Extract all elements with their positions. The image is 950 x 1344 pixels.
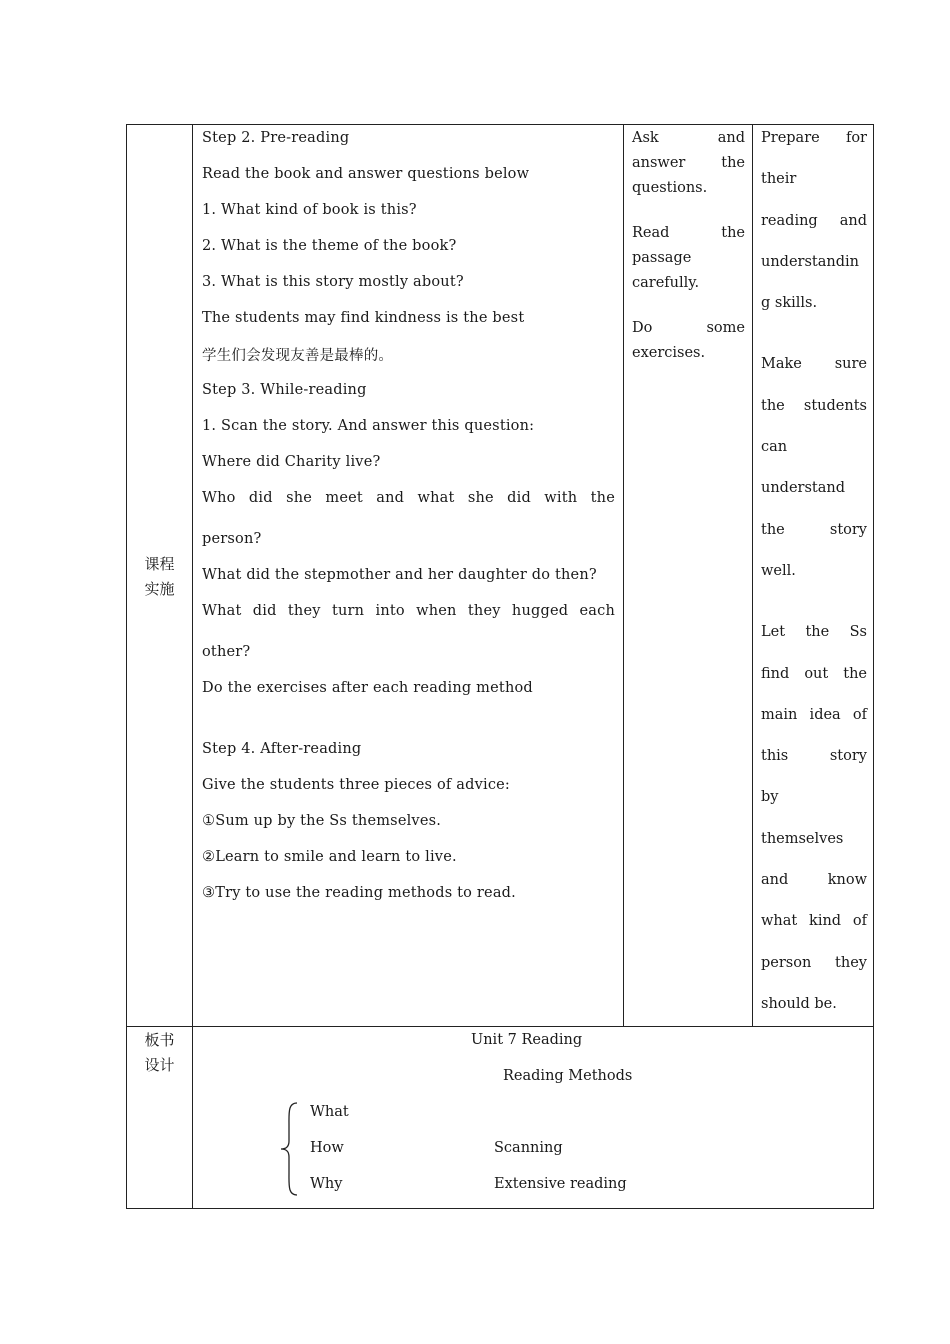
board-right-item-extensive: Extensive reading bbox=[494, 1176, 627, 1192]
purpose-line: Let the Ss bbox=[761, 624, 867, 641]
purpose-line: can bbox=[761, 439, 788, 456]
expected-answer: The students may find kindness is the best bbox=[202, 310, 525, 326]
purpose-line: understand bbox=[761, 480, 846, 497]
purpose-line: by bbox=[761, 789, 779, 806]
column-divider-2 bbox=[623, 125, 624, 1027]
purpose-line: should be. bbox=[761, 995, 837, 1012]
design-purposes bbox=[761, 118, 867, 1025]
scan-question-4-cont: other? bbox=[202, 644, 251, 660]
activity-line: carefully. bbox=[632, 275, 700, 291]
activity-line: questions. bbox=[632, 180, 708, 196]
purpose-line: find out the bbox=[761, 665, 867, 682]
pre-reading-instruction: Read the book and answer questions below bbox=[202, 166, 530, 182]
implementation-label bbox=[127, 552, 192, 602]
purpose-line: what kind of bbox=[761, 913, 867, 930]
purpose-line: the students bbox=[761, 397, 867, 414]
scan-question-2-cont: person? bbox=[202, 531, 262, 547]
student-activities bbox=[632, 126, 745, 366]
purpose-line: well. bbox=[761, 562, 796, 579]
activity-line: Ask and bbox=[632, 130, 745, 146]
purpose-line: reading and bbox=[761, 212, 867, 229]
scan-question-2: Who did she meet and what she did with the bbox=[202, 490, 615, 506]
board-right-item-scanning: Scanning bbox=[494, 1140, 563, 1156]
purpose-line: and know bbox=[761, 872, 867, 889]
step4-heading: Step 4. After-reading bbox=[202, 741, 362, 757]
board-left-item-what: What bbox=[310, 1104, 349, 1120]
question-3: 3. What is this story mostly about? bbox=[202, 274, 464, 290]
advice-intro: Give the students three pieces of advice: bbox=[202, 777, 511, 793]
exercises-instruction: Do the exercises after each reading method bbox=[202, 680, 533, 696]
spacer bbox=[632, 201, 745, 221]
board-subtitle: Reading Methods bbox=[503, 1068, 633, 1084]
purpose-line: person they bbox=[761, 954, 867, 971]
implementation-label-line2: 实施 bbox=[144, 580, 175, 598]
purpose-line: their bbox=[761, 171, 797, 188]
step2-heading: Step 2. Pre-reading bbox=[202, 130, 350, 146]
spacer bbox=[761, 324, 867, 344]
blackboard-label-line1: 板书 bbox=[144, 1031, 175, 1049]
advice-1: ①Sum up by the Ss themselves. bbox=[202, 813, 442, 829]
question-1: 1. What kind of book is this? bbox=[202, 202, 417, 218]
implementation-label-line1: 课程 bbox=[144, 555, 175, 573]
spacer bbox=[632, 296, 745, 316]
scan-instruction: 1. Scan the story. And answer this question: bbox=[202, 418, 535, 434]
lesson-plan-table bbox=[126, 124, 874, 1209]
purpose-line: the story bbox=[761, 521, 867, 538]
board-left-item-why: Why bbox=[310, 1176, 343, 1192]
activity-line: answer the bbox=[632, 155, 745, 171]
purpose-line: g skills. bbox=[761, 295, 818, 312]
column-divider-3 bbox=[752, 125, 753, 1027]
curly-brace-icon bbox=[279, 1101, 299, 1197]
purpose-line: Prepare for bbox=[761, 130, 867, 146]
purpose-line: main idea of bbox=[761, 706, 867, 723]
activity-line: Read the bbox=[632, 225, 745, 241]
scan-question-1: Where did Charity live? bbox=[202, 454, 381, 470]
purpose-line: understandin bbox=[761, 253, 859, 270]
board-left-item-how: How bbox=[310, 1140, 344, 1156]
board-title: Unit 7 Reading bbox=[471, 1032, 583, 1048]
purpose-line: this story bbox=[761, 748, 867, 765]
activity-line: exercises. bbox=[632, 345, 706, 361]
step3-heading: Step 3. While-reading bbox=[202, 382, 367, 398]
blackboard-label-line2: 设计 bbox=[144, 1056, 175, 1074]
blackboard-label bbox=[127, 1028, 192, 1078]
expected-answer-chinese: 学生们会发现友善是最棒的。 bbox=[202, 348, 394, 364]
activity-line: passage bbox=[632, 250, 692, 266]
scan-question-4: What did they turn into when they hugged each bbox=[202, 603, 615, 619]
blackboard-design bbox=[193, 1027, 873, 1208]
purpose-line: themselves bbox=[761, 830, 844, 847]
activity-line: Do some bbox=[632, 320, 745, 336]
purpose-line: Make sure bbox=[761, 356, 867, 373]
advice-2: ②Learn to smile and learn to live. bbox=[202, 849, 457, 865]
scan-question-3: What did the stepmother and her daughter do then? bbox=[202, 567, 597, 583]
question-2: 2. What is the theme of the book? bbox=[202, 238, 457, 254]
advice-3: ③Try to use the reading methods to read. bbox=[202, 885, 516, 901]
spacer bbox=[761, 592, 867, 612]
